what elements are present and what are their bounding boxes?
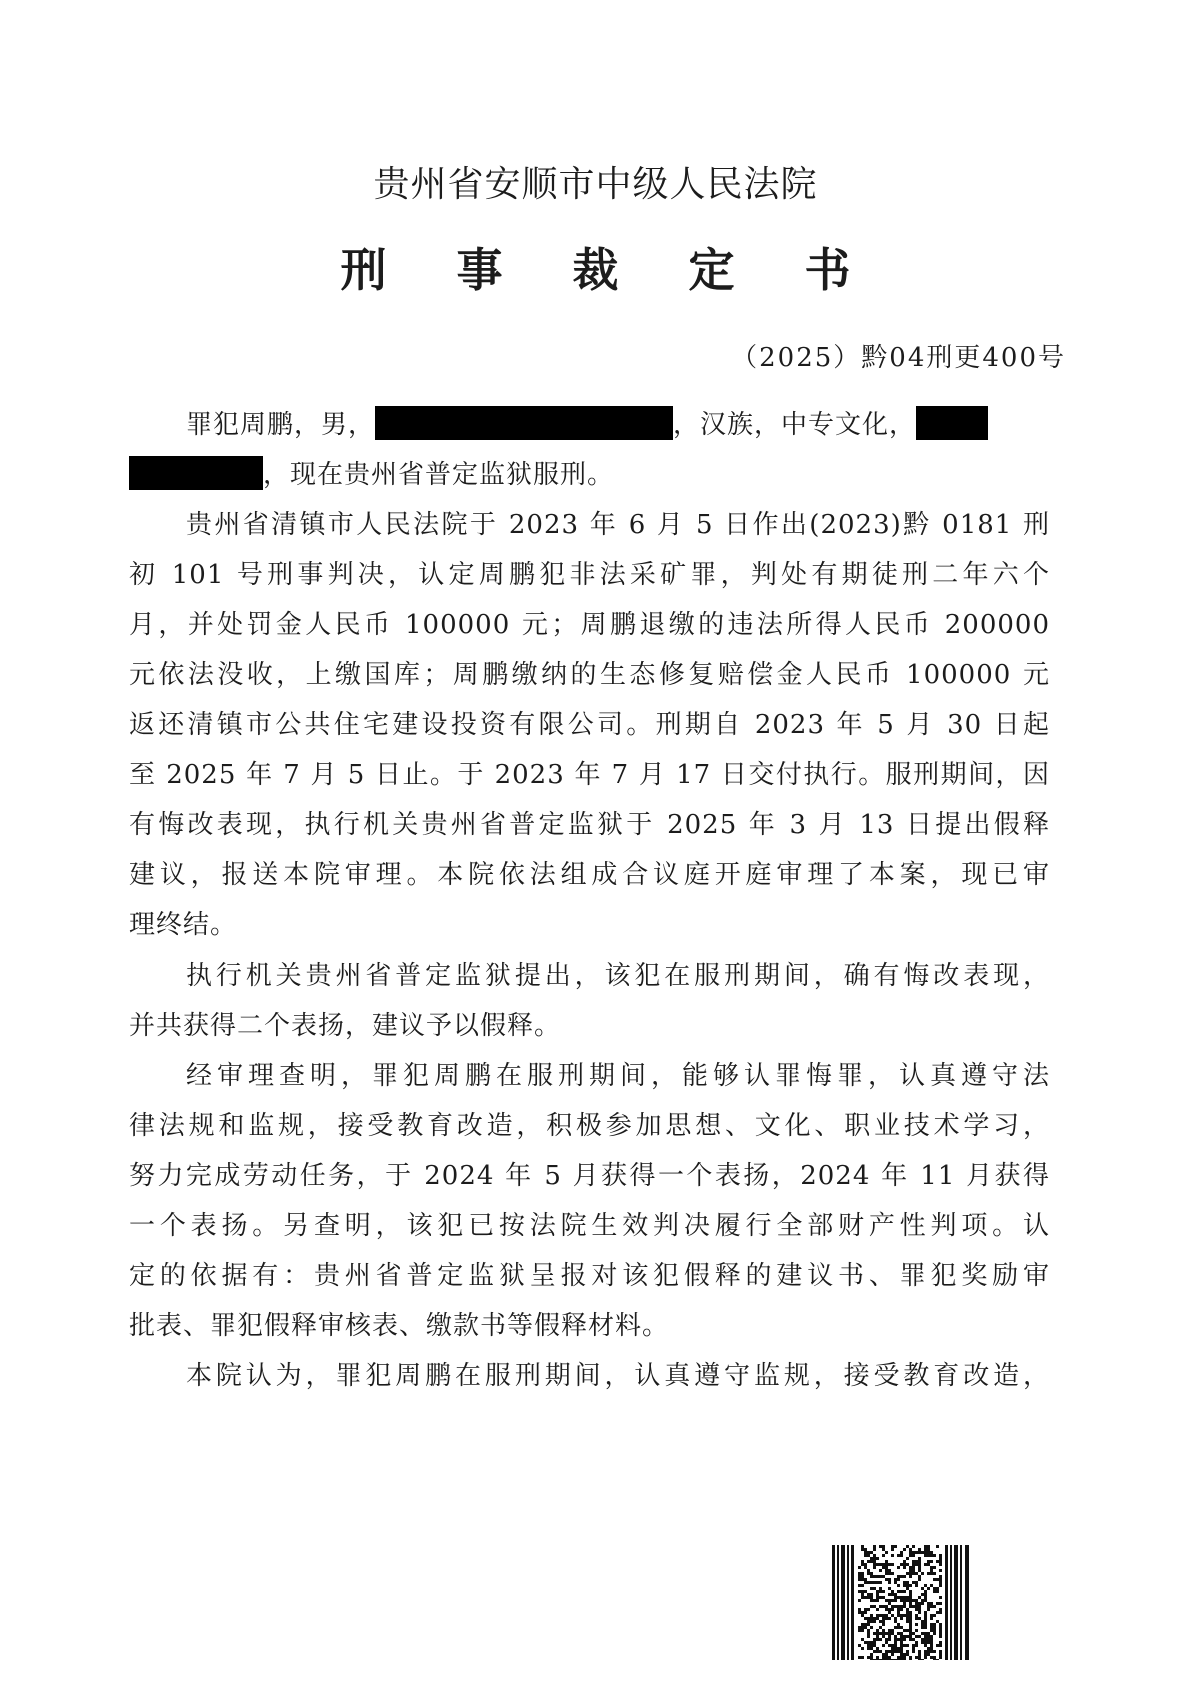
paragraph-2-line-5: 返还清镇市公共住宅建设投资有限公司。刑期自 2023 年 5 月 30 日起 — [129, 710, 1050, 740]
paragraph-4-line-2: 律法规和监规，接受教育改造，积极参加思想、文化、职业技术学习， — [129, 1111, 1050, 1141]
paragraph-2-line-2: 初 101 号刑事判决，认定周鹏犯非法采矿罪，判处有期徒刑二年六个 — [129, 560, 1050, 590]
paragraph-1-line-2 — [129, 456, 614, 492]
paragraph-2-line-1: 贵州省清镇市人民法院于 2023 年 6 月 5 日作出(2023)黔 0181 刑 — [186, 510, 1050, 540]
paragraph-2-line-8: 建议，报送本院审理。本院依法组成合议庭开庭审理了本案，现已审 — [129, 860, 1050, 890]
paragraph-2-line-9: 理终结。 — [129, 910, 238, 940]
paragraph-2-line-7: 有悔改表现，执行机关贵州省普定监狱于 2025 年 3 月 13 日提出假释 — [129, 810, 1050, 840]
paragraph-4-line-4: 一个表扬。另查明，该犯已按法院生效判决履行全部财产性判项。认 — [129, 1211, 1050, 1241]
text-segment: ，现在贵州省普定监狱服刑。 — [263, 460, 615, 490]
paragraph-4-line-1: 经审理查明，罪犯周鹏在服刑期间，能够认罪悔罪，认真遵守法 — [186, 1061, 1050, 1091]
paragraph-2-line-6: 至 2025 年 7 月 5 日止。于 2023 年 7 月 17 日交付执行。服刑期间，因 — [129, 760, 1050, 790]
redaction-bar — [375, 406, 673, 440]
paragraph-3-line-2: 并共获得二个表扬，建议予以假释。 — [129, 1011, 562, 1041]
document-type-title: 刑事裁定书 — [340, 243, 921, 297]
case-number: （2025）黔04刑更400号 — [731, 343, 1066, 373]
paragraph-2-line-4: 元依法没收，上缴国库；周鹏缴纳的生态修复赔偿金人民币 100000 元 — [129, 660, 1050, 690]
redaction-bar — [129, 456, 263, 490]
barcode-icon — [832, 1545, 970, 1660]
redaction-bar — [916, 406, 988, 440]
scan-artifact — [230, 1592, 370, 1652]
paragraph-1-line-1 — [186, 406, 988, 442]
text-segment: ，汉族，中专文化， — [673, 410, 917, 440]
text-segment: 罪犯周鹏，男， — [186, 410, 376, 440]
paragraph-4-line-5: 定的依据有：贵州省普定监狱呈报对该犯假释的建议书、罪犯奖励审 — [129, 1261, 1050, 1291]
court-name: 贵州省安顺市中级人民法院 — [373, 164, 818, 205]
paragraph-3-line-1: 执行机关贵州省普定监狱提出，该犯在服刑期间，确有悔改表现， — [186, 961, 1050, 991]
paragraph-5-line-1: 本院认为，罪犯周鹏在服刑期间，认真遵守监规，接受教育改造， — [186, 1361, 1050, 1391]
paragraph-2-line-3: 月，并处罚金人民币 100000 元；周鹏退缴的违法所得人民币 200000 — [129, 610, 1050, 640]
paragraph-4-line-3: 努力完成劳动任务，于 2024 年 5 月获得一个表扬，2024 年 11 月获得 — [129, 1161, 1050, 1191]
paragraph-4-line-6: 批表、罪犯假释审核表、缴款书等假释材料。 — [129, 1311, 670, 1341]
